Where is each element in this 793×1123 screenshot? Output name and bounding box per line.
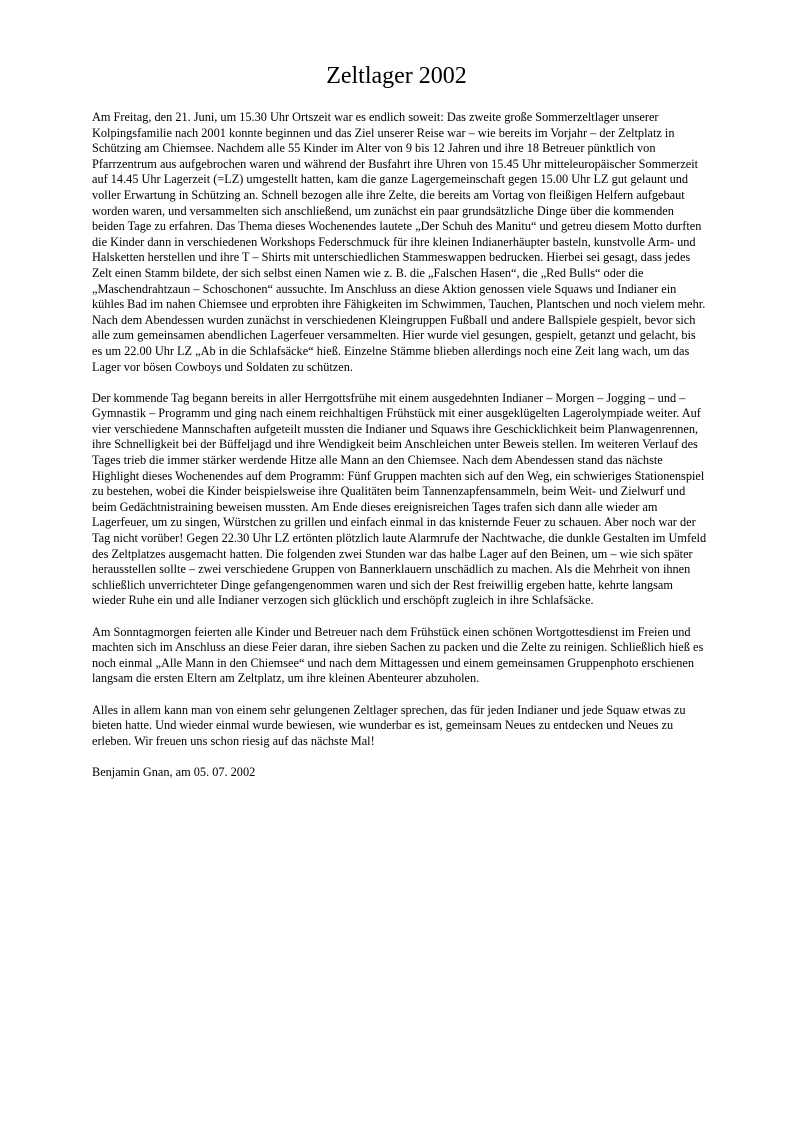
- document-title: Zeltlager 2002: [326, 63, 467, 89]
- paragraph-summary: Alles in allem kann man von einem sehr gelungenen Zeltlager sprechen, das für jeden Indianer und jede Squaw etwas zu bieten hatte. Und wieder einmal wurde bewiesen, wie wunderbar es ist, gemeinsam Neues zu entdecken und Neues zu erleben. Wir freuen uns schon riesig auf das nächste Mal!: [92, 702, 686, 748]
- document-body: [92, 110, 707, 796]
- paragraph-friday: Am Freitag, den 21. Juni, um 15.30 Uhr Ortszeit war es endlich soweit: Das zweite große Sommerzeltlager unserer Kolpingsfamilie nach 2001 konnte beginnen und das Ziel unserer Reise war – wie bereits im Vorjahr – der Zeltplatz in Schützing am Chiemsee. Nachdem alle 55 Kinder im Alter von 9 bis 12 Jahren und ihre 18 Betreuer pünktlich von Pfarrzentrum aus aufgebrochen waren und während der Busfahrt ihre Uhren von 15.45 Uhr mitteleuropäischer Sommerzeit auf 14.45 Uhr Lagerzeit (=LZ) umgestellt hatten, kam die ganze Lagergemeinschaft gegen 15.00 Uhr LZ gut gelaunt und voller Erwartung in Schützing an. Schnell bezogen alle ihre Zelte, die bereits am Vortag von fleißigen Helfern aufgebaut worden waren, und versammelten sich anschließend, um zunächst ein paar grundsätzliche Dinge über die kommenden beiden Tage zu erfahren. Das Thema dieses Wochenendes lautete „Der Schuh des Manitu“ und getreu diesem Motto durften die Kinder dann in verschiedenen Workshops Federschmuck für ihre kleinen Indianerhäupter basteln, kunstvolle Arm- und Halsketten herstellen und ihre T – Shirts mit unterschiedlichen Stammeswappen bedrucken. Hierbei sei gesagt, dass jedes Zelt einen Stamm bildete, der sich selbst einen Namen wie z. B. die „Falschen Hasen“, die „Red Bulls“ oder die „Maschendrahtzaun – Schoschonen“ aussuchte. Im Anschluss an diese Aktion genossen viele Squaws und Indianer ein kühles Bad im nahen Chiemsee und erprobten ihre Fähigkeiten im Schwimmen, Tauchen, Plantschen und noch vielem mehr. Nach dem Abendessen wurden zunächst in verschiedenen Kleingruppen Fußball und andere Ballspiele gespielt, bevor sich alle zum gemeinsamen abendlichen Lagerfeuer versammelten. Hier wurde viel gesungen, gespielt, getanzt und gelacht, bis es um 22.00 Uhr LZ „Ab in die Schlafsäcke“ hieß. Einzelne Stämme blieben allerdings noch eine Zeit lang wach, um das Lager vor bösen Cowboys und Soldaten zu schützen.: [92, 110, 706, 374]
- paragraph-saturday: Der kommende Tag begann bereits in aller Herrgottsfrühe mit einem ausgedehnten Indianer – Morgen – Jogging – und – Gymnastik – Programm und ging nach einem reichhaltigen Frühstück mit einer ausgeklügelten Lagerolympiade weiter. Auf vier verschiedene Mannschaften aufgeteilt mussten die Indianer und Squaws ihre Geschicklichkeit beim Planwagenrennen, ihre Schnelligkeit bei der Büffeljagd und ihre Wendigkeit beim Anschleichen unter Beweis stellen. Im weiteren Verlauf des Tages trieb die immer stärker werdende Hitze alle Mann an den Chiemsee. Nach dem Abendessen stand das nächste Highlight dieses Wochenendes auf dem Programm: Fünf Gruppen machten sich auf den Weg, ein schwieriges Stationenspiel zu bestehen, wobei die Kinder beispielsweise ihre Qualitäten beim Tannenzapfensammeln, beim Weit- und Zielwurf und beim Gedächtnistraining beweisen mussten. Am Ende dieses ereignisreichen Tages trafen sich dann alle wieder am Lagerfeuer, um zu singen, Würstchen zu grillen und einfach einmal in das knisternde Feuer zu schauen. Aber noch war der Tag nicht vorüber! Gegen 22.30 Uhr LZ ertönten plötzlich laute Alarmrufe der Nachtwache, die dunkle Gestalten im Umfeld des Zeltplatzes ausgemacht hatten. Die folgenden zwei Stunden war das halbe Lager auf den Beinen, um – wie sich später herausstellen sollte – zwei verschiedene Gruppen von Bannerklauern unschädlich zu machen. Als die Mehrheit von ihnen schließlich unverrichteter Dinge gefangengenommen waren und sich der Rest freiwillig ergeben hatte, kehrte langsam wieder Ruhe ein und alle Indianer verzogen sich glücklich und erschöpft zugleich in ihre Schlafsäcke.: [92, 390, 707, 608]
- paragraph-sunday: Am Sonntagmorgen feierten alle Kinder und Betreuer nach dem Frühstück einen schönen Wortgottesdienst im Freien und machten sich im Anschluss an diese Feier daran, ihre sieben Sachen zu packen und die Zelte zu reinigen. Schließlich hieß es noch einmal „Alle Mann in den Chiemsee“ und nach dem Mittagessen und einem gemeinsamen Gruppenphoto erschienen langsam die ersten Eltern am Zeltplatz, um ihre kleinen Abenteurer abzuholen.: [92, 624, 704, 686]
- signature: Benjamin Gnan, am 05. 07. 2002: [92, 764, 256, 779]
